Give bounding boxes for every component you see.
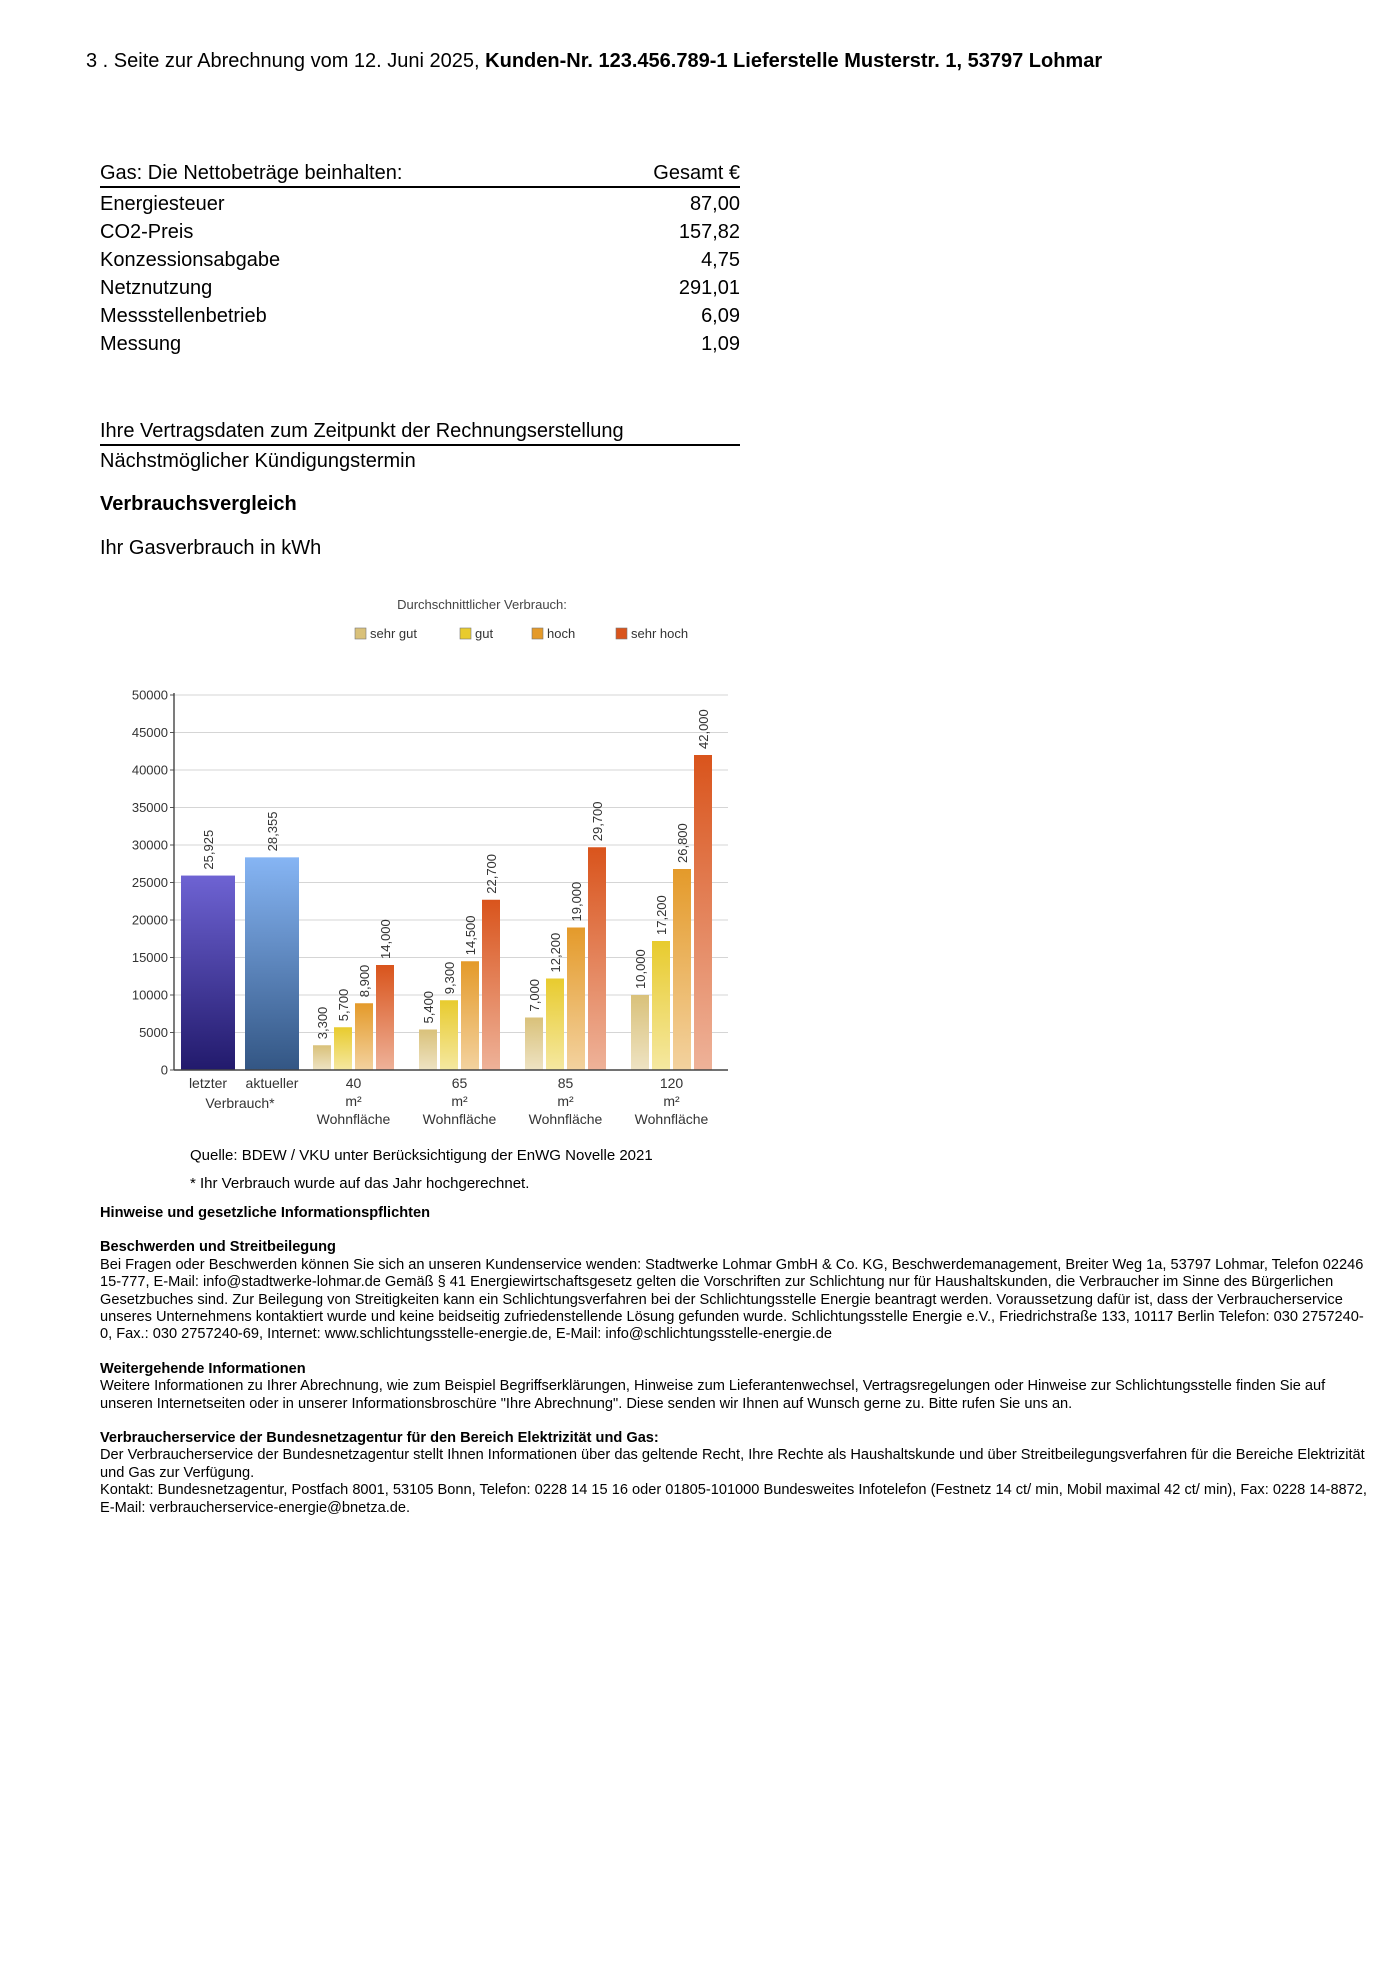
bar-gut [334,1027,352,1070]
y-tick-label: 45000 [131,725,168,740]
bar-value-label: 17,200 [654,895,669,935]
x-label: 120 [659,1075,684,1091]
legend-swatch [460,628,471,639]
bar-sehr-hoch [588,847,606,1070]
bar-value-label: 12,200 [548,932,563,973]
bar-aktueller [245,857,299,1070]
bar-hoch [461,961,479,1070]
bar-value-label: 28,355 [265,811,280,852]
page-header [86,50,1102,73]
cost-row [100,302,740,330]
x-label: m² [557,1093,574,1109]
legal-section-title: Verbraucherservice der Bundesnetzagentur für den Bereich Elektrizität und Gas: [100,1430,659,1447]
cost-label: Konzessionsabgabe [100,249,281,271]
bar-value-label: 42,000 [696,709,711,749]
x-label: m² [345,1093,362,1109]
y-tick-label: 30000 [131,837,168,853]
contract-data [100,418,740,476]
net-costs-header [100,155,740,188]
bar-hoch [567,928,585,1071]
legal-heading: Hinweise und gesetzliche Informationspflichten [100,1205,431,1221]
bar-sehr-hoch [694,755,712,1070]
bar-value-label: 3,300 [315,1006,330,1040]
bar-value-label: 25,925 [201,829,216,870]
bar-gut [652,941,670,1070]
cost-row [100,218,740,246]
y-tick-label: 15000 [131,950,168,965]
x-label: Wohnfläche [316,1111,391,1127]
legend-label: sehr gut [370,626,417,641]
legal-section-text: Kontakt: Bundesnetzagentur, Postfach 8001, 53105 Bonn, Telefon: 0228 14 15 16 oder 01805-101000 Bundesweites Infotelefon (Festnetz 14 ct/ min, Mobil maximal 42 ct/ min), Fax: 0228 14-8872, E-Mail: verbraucherservice-energie@bnetza.de. [100,1482,1367,1516]
cost-value: 1,09 [701,333,740,355]
cost-value: 6,09 [701,305,740,327]
bar-gut [440,1000,458,1070]
legal-section-title: Weitergehende Informationen [100,1360,306,1377]
y-tick-label: 35000 [131,800,168,815]
cost-value: 87,00 [689,193,740,215]
legend-swatch [532,628,543,639]
contract-cancellation-date: Nächstmöglicher Kündigungstermin [100,450,416,472]
comparison-subtitle: Ihr Gasverbrauch in kWh [100,537,322,559]
consumption-chart [110,595,750,1135]
net-costs-title: Gas: Die Nettobeträge beinhalten: [100,162,403,184]
y-tick-label: 0 [160,1062,168,1078]
y-tick-label: 20000 [131,912,168,928]
bar-sehr-gut [631,995,649,1070]
y-tick-label: 40000 [131,762,168,778]
chart-footnote: * Ihr Verbrauch wurde auf das Jahr hochgerechnet. [190,1175,530,1192]
legal-section-text: Bei Fragen oder Beschwerden können Sie sich an unseren Kundenservice wenden: Stadtwerke Lohmar GmbH & Co. KG, Beschwerdemanagement, Breiter Weg 1a, 53797 Lohmar, Telefon 02246 15-777, E-Mail: info@stadtwerke-lohmar.de Gemäß § 41 Energiewirtschaftsgesetz gelten die Vorschriften zur Schlichtung nur für Haushaltskunden, die Verbraucher im Sinne des Bürgerlichen Gesetzbuches sind. Zur Beilegung von Streitigkeiten kann ein Schlichtungsverfahren bei der Schlichtungsstelle Energie beantragt werden. Voraussetzung dafür ist, dass der Verbraucherservice unseres Unternehmens kontaktiert wurde und keine beidseitig zufriedenstellende Lösung gefunden wurde. Schlichtungsstelle Energie e.V., Friedrichstraße 133, 10117 Berlin Telefon: 030 2757240-0, Fax.: 030 2757240-69, Internet: www.schlichtungsstelle-energie.de, E-Mail: info@schlichtungsstelle-energie.de [100,1256,1364,1343]
bar-value-label: 14,500 [463,915,478,956]
bar-hoch [355,1003,373,1070]
x-label: Wohnfläche [422,1111,497,1127]
legend-label: sehr hoch [631,626,689,641]
net-costs-table [100,155,740,358]
bar-sehr-gut [419,1030,437,1071]
bar-value-label: 26,800 [675,823,690,863]
legend-swatch [355,628,366,639]
legend-label: gut [475,626,494,641]
cost-row [100,190,740,218]
legend-title: Durchschnittlicher Verbrauch: [397,597,567,612]
legal-section-title: Beschwerden und Streitbeilegung [100,1239,336,1256]
bar-value-label: 22,700 [484,853,499,894]
header-customer-info: Kunden-Nr. 123.456.789-1 Lieferstelle Musterstr. 1, 53797 Lohmar [485,50,1103,72]
x-label: Wohnfläche [528,1111,603,1127]
chart-source: Quelle: BDEW / VKU unter Berücksichtigung der EnWG Novelle 2021 [190,1147,653,1164]
net-costs-total-label: Gesamt € [653,162,740,184]
x-label: m² [451,1093,468,1109]
bar-sehr-hoch [482,900,500,1070]
bar-value-label: 5,700 [336,988,351,1022]
legal-section-text: Der Verbraucherservice der Bundesnetzagentur stellt Ihnen Informationen über das geltende Recht, Ihre Rechte als Haushaltskunde und über Streitbeilegungsverfahren für die Bereiche Elektrizität und Gas zur Verfügung. [100,1447,1365,1481]
x-label: 85 [557,1075,574,1091]
cost-value: 291,01 [678,277,740,299]
y-tick-label: 25000 [131,875,168,890]
y-tick-label: 10000 [131,987,168,1003]
bar-gut [546,979,564,1071]
y-tick-label: 5000 [139,1025,168,1040]
bar-sehr-gut [313,1045,331,1070]
bar-value-label: 9,300 [442,961,457,995]
bar-letzter [181,876,235,1070]
cost-label: Messung [100,333,182,355]
cost-label: Netznutzung [100,277,213,299]
comparison-title: Verbrauchsvergleich [100,493,297,515]
legend-label: hoch [547,626,576,641]
bar-value-label: 7,000 [527,978,542,1012]
legal-notes [100,1205,1370,1517]
cost-value: 4,75 [701,249,740,271]
bar-value-label: 19,000 [569,881,584,922]
x-label: 65 [451,1075,468,1091]
cost-value: 157,82 [678,221,740,243]
legal-section-text: Weitere Informationen zu Ihrer Abrechnung, wie zum Beispiel Begriffserklärungen, Hinweise zum Lieferantenwechsel, Vertragsregelungen oder Hinweise zur Schlichtungsstelle finden Sie auf unseren Internetseiten oder in unserer Informationsbroschüre "Ihre Abrechnung". Diese senden wir Ihnen auf Wunsch gerne zu. Bitte rufen Sie uns an. [100,1378,1326,1412]
y-tick-label: 50000 [131,687,168,703]
cost-label: Energiesteuer [100,193,225,215]
cost-row [100,330,740,358]
bar-value-label: 10,000 [633,949,648,989]
bar-hoch [673,869,691,1070]
cost-label: Messstellenbetrieb [100,305,267,327]
x-label-caption: Verbrauch* [205,1095,275,1111]
bar-value-label: 14,000 [378,919,393,959]
x-label: Wohnfläche [634,1111,709,1127]
legend-swatch [616,628,627,639]
bar-sehr-hoch [376,965,394,1070]
x-label: m² [663,1093,680,1109]
header-prefix: 3 . Seite zur Abrechnung vom 12. Juni 2025, [86,50,480,72]
cost-row [100,246,740,274]
x-label: aktueller [245,1075,299,1091]
bar-value-label: 8,900 [357,964,372,998]
x-label: letzter [188,1075,228,1091]
bar-sehr-gut [525,1018,543,1071]
cost-row [100,274,740,302]
x-label: 40 [345,1075,362,1091]
cost-label: CO2-Preis [100,221,194,243]
bar-value-label: 29,700 [590,801,605,842]
bar-value-label: 5,400 [421,990,436,1024]
contract-title: Ihre Vertragsdaten zum Zeitpunkt der Rechnungserstellung [100,418,740,446]
